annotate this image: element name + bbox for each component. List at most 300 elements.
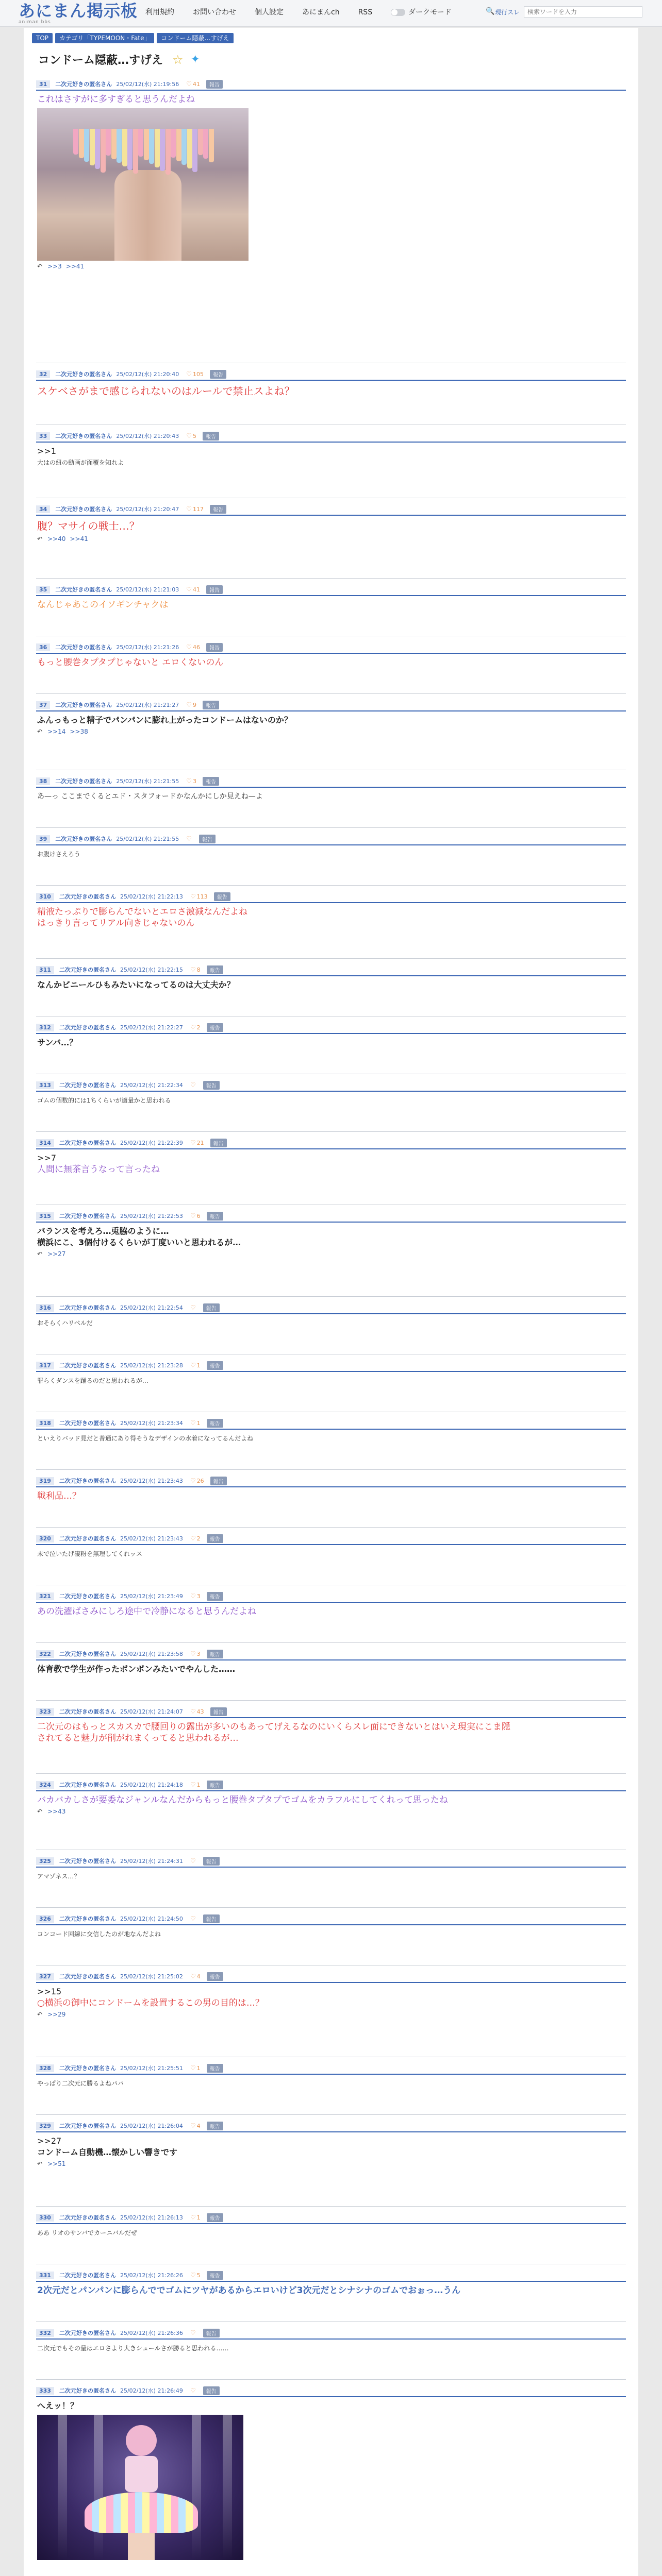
twitter-bird-icon[interactable]: ✦	[190, 53, 200, 66]
post-header	[36, 1417, 626, 1430]
post-text: ふんっもっと精子でパンパンに膨れ上がったコンドームはないのか？	[37, 715, 292, 725]
like-count[interactable]	[186, 80, 200, 88]
darkmode-label: ダークモード	[408, 8, 452, 16]
like-count[interactable]	[190, 1915, 197, 1922]
post-35	[36, 579, 626, 636]
post-body	[37, 849, 625, 860]
post-header	[36, 1079, 626, 1092]
like-count[interactable]	[186, 432, 196, 439]
post-text: 二次元でもその量はエロさより大きシュールさが勝ると思われる……	[37, 2345, 229, 2352]
post-header	[36, 964, 626, 976]
post-number[interactable]: 322	[36, 1650, 54, 1658]
poster-name: 二次元好きの匿名さん	[55, 836, 112, 842]
post-header	[36, 699, 626, 711]
post-header	[36, 1779, 626, 1791]
post-text: コンドーム自動機…懐かしい響きです	[37, 2147, 178, 2157]
heart-icon[interactable]: ♡	[190, 1857, 196, 1865]
post-date: 25/02/12(水) 21:26:26	[120, 2272, 183, 2279]
post-number[interactable]: 326	[36, 1915, 54, 1923]
like-count-value: 3	[196, 1651, 201, 1657]
search-input[interactable]	[524, 6, 642, 18]
like-count[interactable]	[190, 1477, 204, 1484]
like-count-value: 105	[192, 371, 204, 378]
report-button[interactable]: 報告	[203, 1857, 220, 1866]
nav-contact[interactable]: お問い合わせ	[193, 8, 236, 16]
post-number[interactable]: 333	[36, 2387, 54, 2395]
post-320	[36, 1528, 626, 1585]
post-text: はっきり言ってリアル向きじゃないのん	[37, 918, 195, 928]
reply-anchor[interactable]: >>7	[37, 1153, 56, 1163]
reply-arrow-icon[interactable]: ↶	[37, 728, 43, 735]
post-number[interactable]: 332	[36, 2329, 54, 2337]
post-number[interactable]: 312	[36, 1024, 54, 1031]
post-header	[36, 1971, 626, 1983]
post-header	[36, 2062, 626, 2075]
report-button[interactable]: 報告	[207, 1212, 223, 1221]
like-count-value: 1	[196, 1420, 201, 1427]
like-count-value: 1	[196, 2065, 201, 2072]
heart-icon[interactable]: ♡	[190, 2064, 196, 2072]
post-header	[36, 2212, 626, 2224]
report-button[interactable]: 報告	[207, 1023, 223, 1032]
report-button[interactable]: 報告	[210, 370, 226, 379]
reply-arrow-icon[interactable]: ↶	[37, 535, 43, 543]
post-date: 25/02/12(水) 21:22:27	[120, 1024, 183, 1031]
post-header	[36, 775, 626, 788]
post-number[interactable]: 330	[36, 2214, 54, 2222]
heart-icon[interactable]: ♡	[190, 1477, 196, 1484]
post-date: 25/02/12(水) 21:24:07	[120, 1708, 183, 1715]
post-header	[36, 1360, 626, 1372]
post-image-skirt[interactable]	[37, 108, 249, 261]
like-count[interactable]	[190, 2272, 201, 2279]
post-header	[36, 584, 626, 596]
heart-icon[interactable]: ♡	[190, 1781, 196, 1788]
heart-icon[interactable]: ♡	[190, 1915, 196, 1922]
reply-link[interactable]: >>43	[47, 1808, 66, 1815]
reply-arrow-icon[interactable]: ↶	[37, 1808, 43, 1815]
post-text: ああ リオのサンバでカーニバルだぜ	[37, 2229, 138, 2236]
report-button[interactable]: 報告	[206, 643, 223, 652]
poster-name: 二次元好きの匿名さん	[55, 702, 112, 708]
like-count[interactable]	[190, 1592, 201, 1600]
poster-name: 二次元好きの匿名さん	[59, 2272, 116, 2279]
post-body	[37, 2285, 625, 2296]
post-number[interactable]: 313	[36, 1081, 54, 1089]
post-number[interactable]: 33	[36, 432, 50, 440]
report-button[interactable]: 報告	[203, 2329, 220, 2337]
like-count-value: 5	[192, 433, 196, 439]
report-button[interactable]: 報告	[207, 1781, 223, 1789]
heart-icon[interactable]: ♡	[190, 1535, 196, 1542]
poster-name: 二次元好きの匿名さん	[59, 1420, 116, 1427]
poster-name: 二次元好きの匿名さん	[59, 1651, 116, 1657]
nav-animanch[interactable]: あにまんch	[302, 8, 340, 16]
like-count[interactable]	[190, 966, 201, 973]
post-text: 横浜にこ、3個付けるくらいが丁度いいと思われるが…	[37, 1238, 241, 1247]
post-number[interactable]: 39	[36, 835, 50, 843]
like-count[interactable]	[190, 2329, 197, 2336]
post-date: 25/02/12(水) 21:24:50	[120, 1916, 183, 1922]
post-body	[37, 384, 625, 398]
poster-name: 二次元好きの匿名さん	[59, 1304, 116, 1311]
reply-links	[37, 535, 625, 543]
report-button[interactable]: 報告	[203, 777, 219, 786]
reply-link[interactable]: >>3	[47, 263, 62, 270]
post-number[interactable]: 311	[36, 966, 54, 974]
poster-name: 二次元好きの匿名さん	[55, 371, 112, 378]
post-body	[37, 979, 625, 991]
heart-icon[interactable]: ♡	[190, 1304, 196, 1311]
like-count[interactable]	[190, 1304, 197, 1311]
header-search	[486, 6, 642, 18]
poster-name: 二次元好きの匿名さん	[59, 1916, 116, 1922]
post-323	[36, 1701, 626, 1774]
post-body	[37, 1433, 625, 1444]
like-count[interactable]	[190, 1139, 204, 1146]
post-number[interactable]: 328	[36, 2064, 54, 2072]
post-number[interactable]: 315	[36, 1212, 54, 1220]
like-count-value: 1	[196, 2214, 201, 2221]
post-date: 25/02/12(水) 21:20:43	[116, 433, 179, 439]
post-325	[36, 1850, 626, 1908]
post-date: 25/02/12(水) 21:23:43	[120, 1535, 183, 1542]
post-number[interactable]: 318	[36, 1419, 54, 1427]
reply-links	[37, 2160, 625, 2167]
report-button[interactable]: 報告	[206, 585, 223, 594]
poster-name: 二次元好きの匿名さん	[55, 81, 112, 88]
post-header	[36, 78, 626, 91]
post-body	[37, 1986, 625, 2018]
post-number[interactable]: 321	[36, 1592, 54, 1600]
post-number[interactable]: 32	[36, 370, 50, 378]
post-date: 25/02/12(水) 21:22:34	[120, 1082, 183, 1089]
heart-icon[interactable]: ♡	[186, 370, 192, 378]
report-button[interactable]: 報告	[210, 1707, 227, 1716]
report-button[interactable]: 報告	[214, 892, 230, 901]
heart-icon[interactable]: ♡	[190, 966, 196, 973]
poster-name: 二次元好きの匿名さん	[55, 433, 112, 439]
like-count-value: 1	[196, 1782, 201, 1788]
like-count[interactable]	[186, 777, 196, 785]
post-text: コンコード回線に交信したのが地なんだよね	[37, 1930, 161, 1938]
like-count[interactable]	[190, 1973, 201, 1980]
heart-icon[interactable]: ♡	[190, 1081, 196, 1089]
heart-icon[interactable]: ♡	[186, 432, 192, 439]
darkmode-toggle[interactable]	[391, 9, 405, 16]
report-button[interactable]: 報告	[207, 2064, 223, 2073]
poster-name: 二次元好きの匿名さん	[59, 1708, 116, 1715]
heart-icon[interactable]: ♡	[186, 643, 192, 651]
post-body	[37, 519, 625, 543]
post-text: もっと腰巻タプタプじゃないと エロくないのん	[37, 657, 224, 668]
post-text: といえりバッド見だと普通にあり得そうなデザインの水着になってるんだよね	[37, 1435, 254, 1442]
post-body	[37, 2400, 625, 2560]
reply-link[interactable]: >>14	[47, 728, 66, 735]
nav-terms[interactable]: 利用規約	[145, 8, 174, 16]
post-number[interactable]: 38	[36, 777, 50, 785]
heart-icon[interactable]: ♡	[190, 1362, 196, 1369]
poster-name: 二次元好きの匿名さん	[55, 778, 112, 785]
post-body	[37, 446, 625, 468]
logo-title[interactable]: あにまん掲示板	[19, 1, 138, 21]
report-button[interactable]: 報告	[203, 1303, 220, 1312]
post-header	[36, 1302, 626, 1314]
like-count[interactable]	[186, 701, 196, 708]
report-button[interactable]: 報告	[210, 505, 226, 514]
post-date: 25/02/12(水) 21:20:40	[116, 371, 179, 378]
like-count[interactable]	[190, 1212, 201, 1219]
post-date: 25/02/12(水) 21:25:51	[120, 2065, 183, 2072]
heart-icon[interactable]: ♡	[190, 2329, 196, 2336]
reply-links	[37, 1250, 625, 1258]
post-number[interactable]: 331	[36, 2272, 54, 2279]
post-34	[36, 498, 626, 579]
nav-darkmode[interactable]	[382, 7, 460, 18]
like-count-value: 4	[196, 1973, 201, 1980]
post-text: 戦利品…？	[37, 1491, 81, 1501]
like-count[interactable]	[186, 835, 193, 842]
like-count[interactable]	[190, 1419, 201, 1427]
post-date: 25/02/12(水) 21:22:53	[120, 1213, 183, 1219]
reply-arrow-icon[interactable]: ↶	[37, 2160, 43, 2167]
search-scope-select[interactable]: 現行スレ	[495, 8, 520, 16]
report-button[interactable]: 報告	[207, 1534, 223, 1543]
reply-link[interactable]: >>40	[47, 535, 66, 543]
like-count[interactable]	[190, 2064, 201, 2072]
reply-anchor[interactable]: >>27	[37, 2136, 62, 2146]
like-count[interactable]	[190, 2387, 197, 2394]
report-button[interactable]: 報告	[207, 1972, 223, 1981]
post-body	[37, 1794, 625, 1815]
heart-icon[interactable]: ♡	[186, 777, 192, 785]
like-count[interactable]	[190, 893, 208, 900]
report-button[interactable]: 報告	[203, 1914, 220, 1923]
like-count-value: 9	[192, 702, 196, 708]
report-button[interactable]: 報告	[207, 1361, 223, 1370]
reply-link[interactable]: >>29	[47, 2011, 66, 2018]
report-button[interactable]: 報告	[207, 965, 223, 974]
post-number[interactable]: 325	[36, 1857, 54, 1865]
post-text: へえッ！？	[37, 2401, 79, 2411]
poster-name: 二次元好きの匿名さん	[59, 1858, 116, 1865]
post-body	[37, 1721, 625, 1744]
post-number[interactable]: 317	[36, 1362, 54, 1369]
post-header	[36, 1706, 626, 1718]
post-number[interactable]: 324	[36, 1781, 54, 1789]
post-number[interactable]: 323	[36, 1708, 54, 1716]
main-content	[24, 28, 638, 2576]
nav-settings[interactable]: 個人設定	[255, 8, 284, 16]
post-body	[37, 2078, 625, 2089]
post-number[interactable]: 31	[36, 80, 50, 88]
post-body	[37, 94, 625, 270]
post-header	[36, 2269, 626, 2282]
like-count[interactable]	[190, 1781, 201, 1788]
post-number[interactable]: 35	[36, 586, 50, 594]
like-count-value: 3	[192, 778, 196, 785]
heart-icon[interactable]: ♡	[186, 505, 192, 513]
post-header	[36, 1137, 626, 1149]
like-count[interactable]	[186, 370, 204, 378]
like-count[interactable]	[186, 643, 200, 651]
heart-icon[interactable]: ♡	[190, 1139, 196, 1146]
like-count[interactable]	[190, 1081, 197, 1089]
like-count[interactable]	[190, 1024, 201, 1031]
heart-icon[interactable]: ♡	[190, 1592, 196, 1600]
like-count[interactable]	[190, 1708, 204, 1715]
post-list	[36, 73, 626, 2576]
report-button[interactable]: 報告	[203, 2386, 220, 2395]
report-button[interactable]: 報告	[207, 2122, 223, 2130]
heart-icon[interactable]: ♡	[186, 701, 192, 708]
post-text: あの洗濯ばさみにしろ途中で冷静になると思うんだよね	[37, 1606, 256, 1617]
post-text: サンバ…？	[37, 1038, 78, 1047]
report-button[interactable]: 報告	[203, 1081, 220, 1090]
heart-icon[interactable]: ♡	[190, 1650, 196, 1657]
heart-icon[interactable]: ♡	[190, 1419, 196, 1427]
reply-arrow-icon[interactable]: ↶	[37, 263, 43, 270]
heart-icon[interactable]: ♡	[190, 1708, 196, 1715]
post-312	[36, 1016, 626, 1074]
post-body	[37, 1317, 625, 1329]
poster-name: 二次元好きの匿名さん	[59, 1082, 116, 1089]
post-number[interactable]: 320	[36, 1535, 54, 1543]
report-button[interactable]: 報告	[203, 432, 219, 440]
post-image-dancer[interactable]	[37, 2415, 243, 2560]
post-date: 25/02/12(水) 21:26:49	[120, 2387, 183, 2394]
report-button[interactable]: 報告	[207, 1650, 223, 1658]
post-text: 精液たっぷりで膨らんでないとエロさ激減なんだよね	[37, 907, 247, 917]
poster-name: 二次元好きの匿名さん	[59, 1535, 116, 1542]
post-number[interactable]: 319	[36, 1477, 54, 1485]
post-body	[37, 1928, 625, 1940]
reply-link[interactable]: >>27	[47, 1250, 66, 1258]
star-icon[interactable]: ☆	[172, 52, 184, 67]
logo-subtitle: animan bbs	[19, 20, 51, 25]
post-text: 罪らくダンスを踊るのだと思われるが…	[37, 1377, 148, 1384]
reply-anchor[interactable]: >>1	[37, 446, 56, 456]
post-310	[36, 886, 626, 959]
heart-icon[interactable]: ♡	[190, 1024, 196, 1031]
like-count[interactable]	[190, 1535, 201, 1542]
like-count-value: 41	[192, 81, 200, 88]
report-button[interactable]: 報告	[203, 701, 219, 709]
post-314	[36, 1132, 626, 1205]
post-number[interactable]: 314	[36, 1139, 54, 1147]
like-count[interactable]	[190, 2214, 201, 2221]
post-text: 体育教で学生が作ったボンボンみたいでやんした……	[37, 1664, 236, 1674]
heart-icon[interactable]: ♡	[190, 2214, 196, 2221]
report-button[interactable]: 報告	[210, 1139, 227, 1147]
post-body	[37, 1490, 625, 1502]
poster-name: 二次元好きの匿名さん	[59, 1478, 116, 1484]
like-count[interactable]	[190, 1650, 201, 1657]
report-button[interactable]: 報告	[210, 1477, 227, 1485]
breadcrumb-category[interactable]: カテゴリ「TYPEMOON・Fate」	[55, 33, 154, 43]
post-date: 25/02/12(水) 21:26:13	[120, 2214, 183, 2221]
post-date: 25/02/12(水) 21:19:56	[116, 81, 179, 88]
report-button[interactable]: 報告	[207, 1419, 223, 1428]
like-count[interactable]	[190, 2122, 201, 2129]
heart-icon[interactable]: ♡	[190, 2122, 196, 2129]
reply-link[interactable]: >>41	[65, 263, 85, 270]
post-text: おそらくハリベルだ	[37, 1319, 93, 1327]
breadcrumb-top[interactable]: TOP	[32, 33, 53, 43]
heart-icon[interactable]: ♡	[190, 2387, 196, 2394]
post-number[interactable]: 310	[36, 893, 54, 901]
post-body	[37, 2227, 625, 2239]
like-count[interactable]	[190, 1362, 201, 1369]
post-text: お腹けさえろう	[37, 851, 81, 858]
site-logo[interactable]	[19, 2, 138, 25]
post-number[interactable]: 316	[36, 1304, 54, 1312]
heart-icon[interactable]: ♡	[186, 586, 192, 593]
breadcrumb-thread[interactable]: コンドーム隠蔽…すげえ	[157, 33, 233, 43]
heart-icon[interactable]: ♡	[190, 1973, 196, 1980]
like-count-value: 2	[196, 1024, 201, 1031]
post-date: 25/02/12(水) 21:21:55	[116, 778, 179, 785]
like-count[interactable]	[190, 1857, 197, 1865]
post-number[interactable]: 36	[36, 643, 50, 651]
nav-rss[interactable]: RSS	[358, 8, 373, 16]
reply-anchor[interactable]: >>15	[37, 1987, 62, 1996]
reply-arrow-icon[interactable]: ↶	[37, 1250, 43, 1258]
post-header	[36, 2120, 626, 2132]
heart-icon[interactable]: ♡	[190, 1212, 196, 1219]
heart-icon[interactable]: ♡	[186, 835, 192, 842]
post-33	[36, 425, 626, 498]
reply-links	[37, 728, 625, 735]
search-icon[interactable]: 🔍	[486, 7, 495, 15]
like-count[interactable]	[186, 505, 204, 513]
report-button[interactable]: 報告	[199, 835, 216, 843]
reply-link[interactable]: >>51	[47, 2160, 66, 2167]
report-button[interactable]: 報告	[207, 2213, 223, 2222]
post-number[interactable]: 34	[36, 505, 50, 513]
heart-icon[interactable]: ♡	[190, 893, 196, 900]
post-text: あ—っ ここまでくるとエド・スタフォードかなんかにしか見えね—よ	[37, 792, 263, 801]
post-number[interactable]: 329	[36, 2122, 54, 2130]
report-button[interactable]: 報告	[207, 2271, 223, 2280]
heart-icon[interactable]: ♡	[186, 80, 192, 88]
post-header	[36, 1022, 626, 1034]
reply-link[interactable]: >>41	[70, 535, 88, 543]
post-333	[36, 2380, 626, 2576]
reply-links	[37, 263, 625, 270]
post-328	[36, 2057, 626, 2115]
like-count[interactable]	[186, 586, 200, 593]
post-text: 腹？マサイの戦士…？	[37, 520, 140, 532]
poster-name: 二次元好きの匿名さん	[59, 967, 116, 973]
heart-icon[interactable]: ♡	[190, 2272, 196, 2279]
post-header	[36, 1855, 626, 1868]
report-button[interactable]: 報告	[207, 1592, 223, 1601]
reply-arrow-icon[interactable]: ↶	[37, 2011, 43, 2018]
post-body	[37, 1375, 625, 1386]
post-date: 25/02/12(水) 21:23:28	[120, 1362, 183, 1369]
like-count-value: 4	[196, 2123, 201, 2129]
post-number[interactable]: 37	[36, 701, 50, 709]
post-324	[36, 1774, 626, 1850]
report-button[interactable]: 報告	[206, 80, 223, 89]
poster-name: 二次元好きの匿名さん	[59, 1593, 116, 1600]
post-329	[36, 2115, 626, 2207]
post-date: 25/02/12(水) 21:22:39	[120, 1140, 183, 1146]
poster-name: 二次元好きの匿名さん	[59, 1362, 116, 1369]
reply-link[interactable]: >>38	[70, 728, 88, 735]
post-number[interactable]: 327	[36, 1973, 54, 1980]
